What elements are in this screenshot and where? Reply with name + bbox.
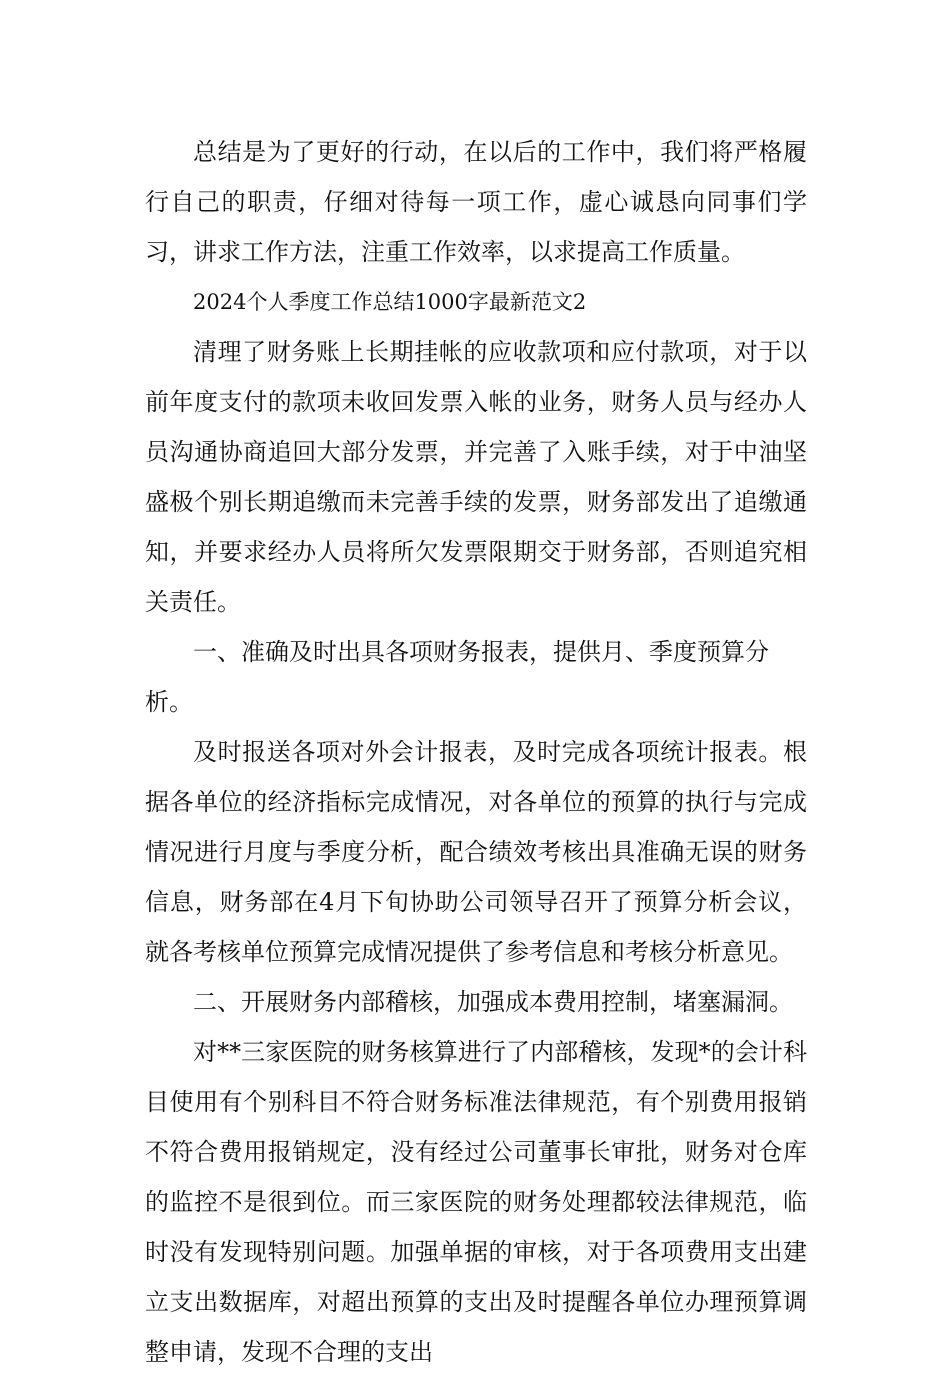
paragraph-summary-conclusion: 总结是为了更好的行动，在以后的工作中，我们将严格履行自己的职责，仔细对待每一项工作，虚心诚恳向同事们学习，讲求工作方法，注重工作效率，以求提高工作质量。 xyxy=(145,138,807,266)
document-body xyxy=(145,127,807,1377)
section-title: 2024个人季度工作总结1000字最新范文2 xyxy=(193,290,587,314)
heading-internal-audit: 二、开展财务内部稽核，加强成本费用控制，堵塞漏洞。 xyxy=(193,988,793,1016)
heading-financial-reports: 一、准确及时出具各项财务报表，提供月、季度预算分析。 xyxy=(145,638,769,716)
paragraph-internal-audit: 对**三家医院的财务核算进行了内部稽核，发现*的会计科目使用有个别科目不符合财务标准法律规范，有个别费用报销不符合费用报销规定，没有经过公司董事长审批，财务对仓库的监控不是很到位。而三家医院的财务处理都较法律规范，临时没有发现特别问题。加强单据的审核，对于各项费用支出建立支出数据库，对超出预算的支出及时提醒各单位办理预算调整申请，发现不合理的支出 xyxy=(145,1038,807,1366)
paragraph-financial-reports: 及时报送各项对外会计报表，及时完成各项统计报表。根据各单位的经济指标完成情况，对各单位的预算的执行与完成情况进行月度与季度分析，配合绩效考核出具准确无误的财务信息，财务部在4月下旬协助公司领导召开了预算分析会议，就各考核单位预算完成情况提供了参考信息和考核分析意见。 xyxy=(145,738,807,966)
paragraph-accounts-cleanup: 清理了财务账上长期挂帐的应收款项和应付款项，对于以前年度支付的款项未收回发票入帐的业务，财务人员与经办人员沟通协商追回大部分发票，并完善了入账手续，对于中油坚盛极个别长期追缴而未完善手续的发票，财务部发出了追缴通知，并要求经办人员将所欠发票限期交于财务部，否则追究相关责任。 xyxy=(145,338,807,616)
